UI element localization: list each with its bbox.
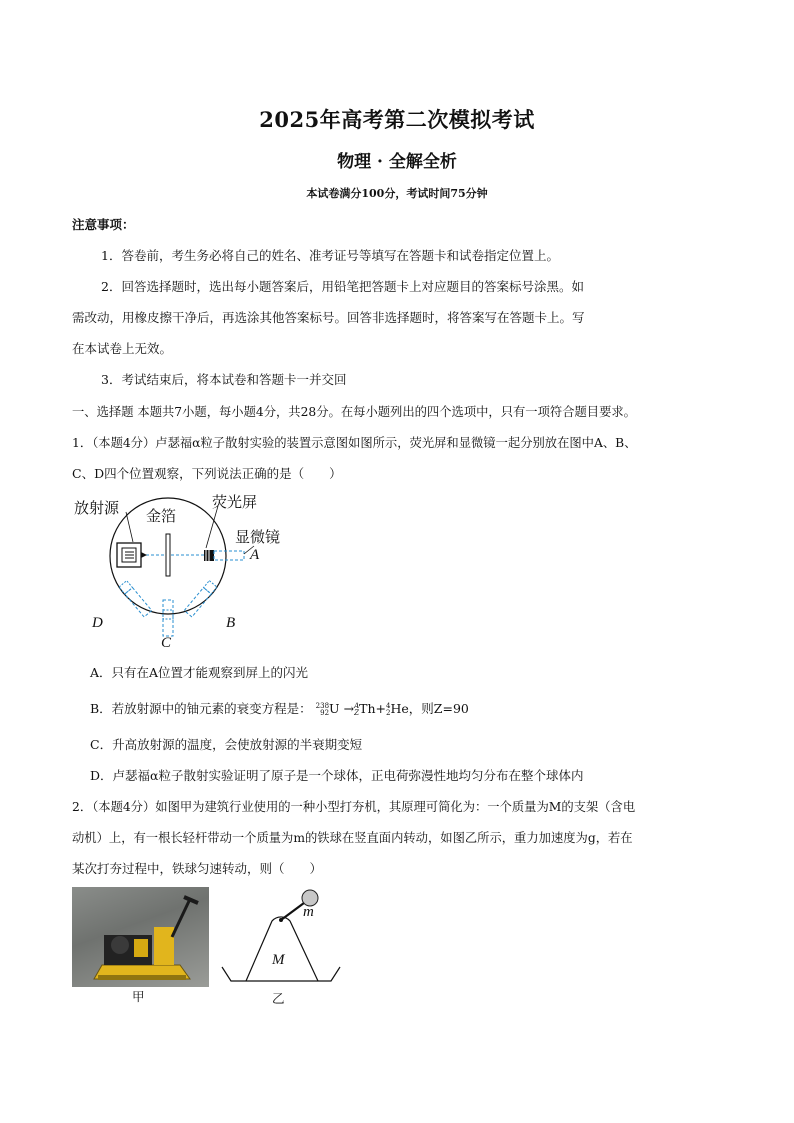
notice-item-2-line-2: 需改动，用橡皮擦干净后，再选涂其他答案标号。回答非选择题时，将答案写在答题卡上。写 [72, 310, 585, 325]
question-1-option-b: B．若放射源中的铀元素的衰变方程是： 238 92 U → A Z Th+ 4 2 He，则Z=90 [90, 701, 469, 717]
question-1-line-1: 1．（本题4分）卢瑟福α粒子散射实验的装置示意图如图所示，荧光屏和显微镜一起分别放在图中A、B、 [72, 436, 637, 450]
question-1-option-d: D．卢瑟福α粒子散射实验证明了原子是一个球体，正电荷弥漫性地均匀分布在整个球体内 [90, 768, 584, 783]
notice-item-2-line-3: 在本试卷上无效。 [72, 341, 173, 356]
notice-item-1: 1．答卷前，考生务必将自己的姓名、准考证号等填写在答题卡和试卷指定位置上。 [101, 248, 559, 263]
page-title: 2025年高考第二次模拟考试 [259, 107, 535, 132]
label-source: 放射源 [74, 501, 120, 517]
question-1-option-a: A．只有在A位置才能观察到屏上的闪光 [90, 665, 309, 680]
label-gold-foil: 金箔 [146, 509, 177, 525]
plate-compactor-photo [72, 887, 209, 987]
radioactive-source-icon [117, 543, 141, 567]
question-2-line-3: 某次打夯过程中，铁球匀速转动，则（ ） [72, 861, 323, 876]
page-subtitle: 物理 · 全解全析 [337, 152, 457, 172]
label-mass-m-upper: M [272, 952, 285, 968]
label-position-a: A [250, 547, 260, 563]
microscope-position-d [119, 581, 152, 617]
compactor-schematic [218, 885, 343, 989]
label-position-d: D [92, 615, 103, 631]
label-position-b: B [226, 615, 236, 631]
microscope-position-b [184, 581, 217, 617]
label-microscope: 显微镜 [235, 530, 281, 546]
notice-item-3: 3．考试结束后，将本试卷和答题卡一并交回 [101, 372, 347, 387]
question-2-line-1: 2．（本题4分）如图甲为建筑行业使用的一种小型打夯机，其原理可简化为：一个质量为M的支架（含电 [72, 800, 636, 814]
gold-foil-shape [166, 534, 170, 576]
microscope-position-a [204, 546, 254, 561]
caption-jia: 甲 [132, 989, 145, 1004]
label-screen: 荧光屏 [212, 495, 258, 511]
notice-heading: 注意事项： [72, 217, 135, 232]
label-position-c: C [161, 635, 172, 651]
section-heading: 一、选择题 本题共7小题，每小题4分，共28分。在每小题列出的四个选项中，只有一项符合题目要求。 [72, 405, 636, 419]
notice-item-2-line-1: 2．回答选择题时，选出每小题答案后，用铅笔把答题卡上对应题目的答案标号涂黑。如 [101, 279, 584, 294]
caption-yi: 乙 [272, 991, 285, 1006]
microscope-position-c [163, 600, 173, 636]
question-2-line-2: 动机）上，有一根长轻杆带动一个质量为m的铁球在竖直面内转动，如图乙所示，重力加速度为g，若在 [72, 831, 633, 845]
exam-info: 本试卷满分100分，考试时间75分钟 [306, 187, 488, 200]
label-mass-m-lower: m [303, 904, 314, 920]
question-1-option-c: C．升高放射源的温度，会使放射源的半衰期变短 [90, 737, 363, 752]
question-1-line-2: C、D四个位置观察，下列说法正确的是（ ） [72, 466, 342, 481]
